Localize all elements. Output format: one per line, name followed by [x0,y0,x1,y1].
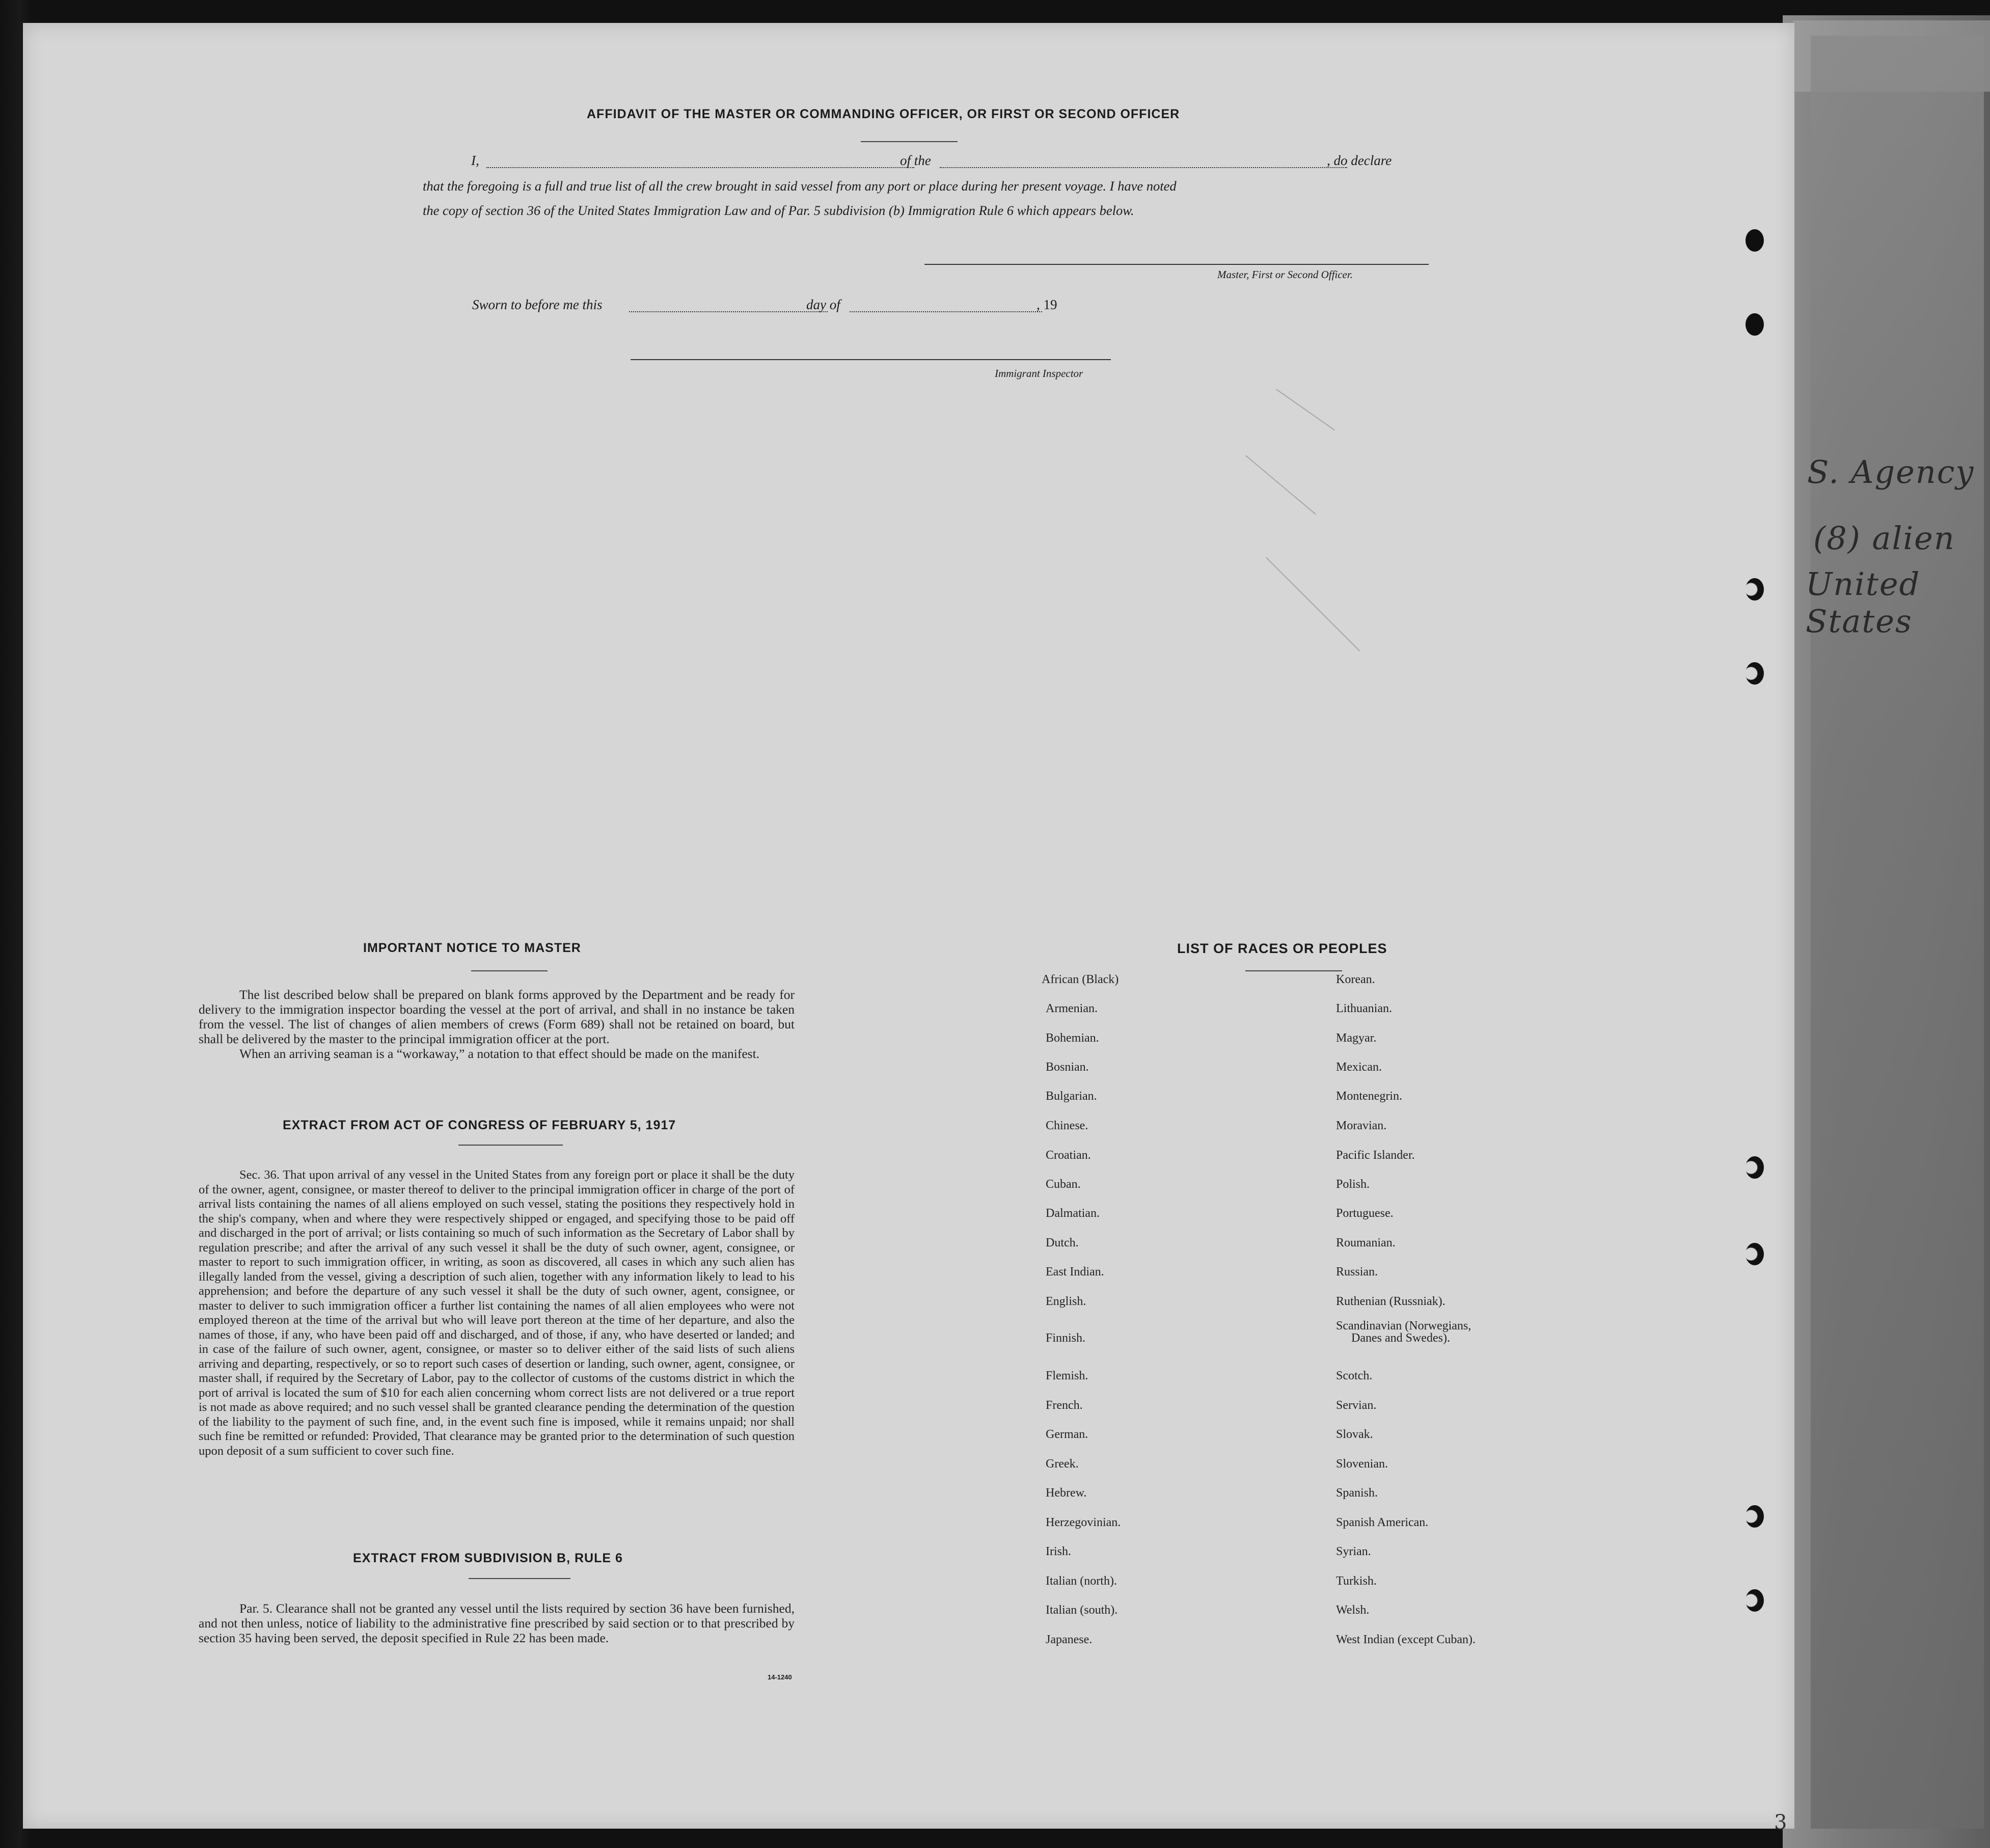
declarant-name-line[interactable] [486,167,914,168]
race-entry: French. [1046,1399,1083,1412]
race-entry: Spanish. [1336,1486,1378,1500]
race-entry: Italian (north). [1046,1574,1117,1588]
handwritten-note-line2: (8) alien [1813,520,1955,557]
officer-signature-line[interactable] [924,264,1429,265]
handwritten-note-line1: S. Agency [1807,453,1975,491]
notice-paragraph: The list described below shall be prepared on blank forms approved by the Department and be ready for delivery to the immigration inspector boarding the vessel at the port of arrival, and shall in no instance be taken from the vessel. The list of changes of alien members of crews (Form 689) shall not be retained on board, but shall be delivered by the master to the principal immigration officer at the port. [199,987,795,1046]
sworn-day-line[interactable] [629,311,828,312]
race-entry: Lithuanian. [1336,1002,1392,1015]
handwritten-note-line3: United States [1806,565,1921,640]
race-entry: Korean. [1336,973,1375,986]
punch-hole [1746,1156,1764,1179]
punch-hole [1746,229,1764,252]
race-entry: Spanish American. [1336,1516,1429,1529]
race-entry: Hebrew. [1046,1486,1087,1500]
punch-hole [1746,1243,1764,1265]
race-entry: Finnish. [1046,1331,1086,1345]
race-entry: Syrian. [1336,1545,1371,1558]
act-extract-text [199,1168,795,1458]
race-entry: Slovenian. [1336,1457,1388,1471]
vessel-label: of the [900,153,931,168]
paper-crease [1245,455,1316,514]
affidavit-statement-line: that the foregoing is a full and true list of all the crew brought in said vessel from any port or place during her present voyage. I have noted [423,178,1177,194]
race-entry: Pacific Islander. [1336,1149,1415,1162]
sworn-label: Sworn to before me this [472,297,603,312]
race-entry: Cuban. [1046,1178,1081,1191]
race-entry: Magyar. [1336,1031,1377,1045]
races-title: LIST OF RACES OR PEOPLES [1177,941,1387,956]
race-entry: Chinese. [1046,1119,1088,1132]
race-entry: Greek. [1046,1457,1079,1471]
punch-hole [1746,313,1764,336]
race-entry: Montenegrin. [1336,1090,1402,1103]
page-corner-mark: 3 [1774,1811,1787,1834]
notice-title: IMPORTANT NOTICE TO MASTER [363,941,581,955]
form-number: 14-1240 [768,1673,792,1681]
day-of-label: day of [806,297,840,312]
race-entry: Scandinavian (Norwegians, [1336,1319,1471,1333]
race-entry: Bosnian. [1046,1061,1089,1074]
paper-crease [1266,557,1360,651]
affidavit-statement-line: the copy of section 36 of the United States Immigration Law and of Par. 5 subdivision (b) Immigration Rule 6 which appears below. [423,203,1134,218]
declarant-label: I, [471,153,479,168]
rule-extract-title: EXTRACT FROM SUBDIVISION B, RULE 6 [353,1551,623,1565]
race-entry: Mexican. [1336,1061,1382,1074]
sworn-month-line[interactable] [850,311,1042,312]
race-entry: Slovak. [1336,1428,1373,1441]
punch-hole [1746,1589,1764,1612]
act-extract-title: EXTRACT FROM ACT OF CONGRESS OF FEBRUARY 5, 1917 [283,1118,676,1132]
races-title-underline [1245,970,1342,971]
race-entry: Ruthenian (Russniak). [1336,1295,1446,1308]
race-entry: Dalmatian. [1046,1207,1100,1220]
race-entry: Turkish. [1336,1574,1377,1588]
punch-hole [1746,662,1764,685]
race-entry: Italian (south). [1046,1604,1118,1617]
year-label: , 19 [1037,297,1057,312]
race-entry: Bulgarian. [1046,1090,1097,1103]
notice-text [199,987,795,1061]
race-entry: Roumanian. [1336,1236,1396,1249]
rule-extract-text [199,1601,795,1645]
punch-hole [1746,578,1764,601]
act-title-underline [458,1145,563,1146]
race-entry: Moravian. [1336,1119,1387,1132]
title-underline [861,141,958,142]
race-entry: Herzegovinian. [1046,1516,1121,1529]
race-entry: Servian. [1336,1399,1377,1412]
race-entry: Danes and Swedes). [1351,1331,1450,1345]
inspector-signature-line[interactable] [631,359,1111,360]
race-entry: Irish. [1046,1545,1071,1558]
race-entry: Croatian. [1046,1149,1091,1162]
rule-paragraph-5: Par. 5. Clearance shall not be granted any vessel until the lists required by section 36 have been furnished, and not then unless, notice of liability to the administrative fine prescribed by said section or to that prescribed by section 35 having been served, the deposit specified in Rule 22 has been made. [199,1601,795,1645]
act-section-36: Sec. 36. That upon arrival of any vessel in the United States from any foreign port or place it shall be the duty of the owner, agent, consignee, or master thereof to deliver to the principal immigration officer in charge of the port of arrival lists containing the names of all aliens employed on such vessel, stating the positions they respectively hold in the ship's company, when and where they were respectively shipped or engaged, and specifying those to be paid off and discharged in the port of arrival; or lists containing so much of such information as the Secretary of Labor shall by regulation prescribe; and after the arrival of any such vessel it shall be the duty of such owner, agent, consignee, or master to report to such immigration officer, in writing, as soon as discovered, all cases in which any such alien has illegally landed from the vessel, giving a description of such alien, together with any information likely to lead to his apprehension; and before the departure of any such vessel it shall be the duty of such owner, agent, consignee, or master to deliver to such immigration officer a further list containing the names of all alien employees who were not employed thereon at the time of the arrival but who will leave port thereon at the time of her departure, and also the names of those, if any, who have been paid off and discharged, and of those, if any, who have deserted or landed; and in case of the failure of such owner, agent, consignee, or master so to deliver either of the said lists of such aliens arriving and departing, respectively, or so to report such cases of desertion or landing, such owner, agent, consignee, or master shall, if required by the Secretary of Labor, pay to the collector of customs of the customs district in which the port of arrival is located the sum of $10 for each alien concerning whom correct lists are not delivered or a true report is not made as above required; and no such vessel shall be granted clearance pending the determination of the question of the liability to the payment of such fine, and, in the event such fine is imposed, while it remains unpaid; nor shall such fine be remitted or refunded: Provided, That clearance may be granted prior to the determination of such question upon deposit of a sum sufficient to cover such fine. [199,1168,795,1458]
punch-hole [1746,1505,1764,1528]
manifest-page [23,23,1794,1829]
race-entry: Scotch. [1336,1369,1373,1382]
race-entry: African (Black) [1042,973,1119,986]
declare-label: , do declare [1327,153,1392,168]
race-entry: Polish. [1336,1178,1370,1191]
race-entry: Welsh. [1336,1604,1370,1617]
race-entry: West Indian (except Cuban). [1336,1633,1476,1646]
notice-paragraph: When an arriving seaman is a “workaway,” a notation to that effect should be made on the manifest. [239,1046,760,1061]
race-entry: English. [1046,1295,1086,1308]
race-entry: Russian. [1336,1265,1378,1279]
race-entry: Dutch. [1046,1236,1079,1249]
race-entry: Portuguese. [1336,1207,1394,1220]
race-entry: Flemish. [1046,1369,1088,1382]
notice-title-underline [471,970,548,971]
affidavit-title: AFFIDAVIT OF THE MASTER OR COMMANDING OFFICER, OR FIRST OR SECOND OFFICER [587,107,1180,121]
inspector-caption: Immigrant Inspector [995,367,1083,379]
underlying-sheet-shadow [1811,36,1984,1829]
paper-crease [1276,389,1335,430]
race-entry: Bohemian. [1046,1031,1099,1045]
race-entry: Japanese. [1046,1633,1093,1646]
officer-caption: Master, First or Second Officer. [1217,268,1353,281]
vessel-name-line[interactable] [940,167,1347,168]
rule-title-underline [469,1578,570,1579]
race-entry: Armenian. [1046,1002,1098,1015]
race-entry: German. [1046,1428,1088,1441]
race-entry: East Indian. [1046,1265,1104,1279]
